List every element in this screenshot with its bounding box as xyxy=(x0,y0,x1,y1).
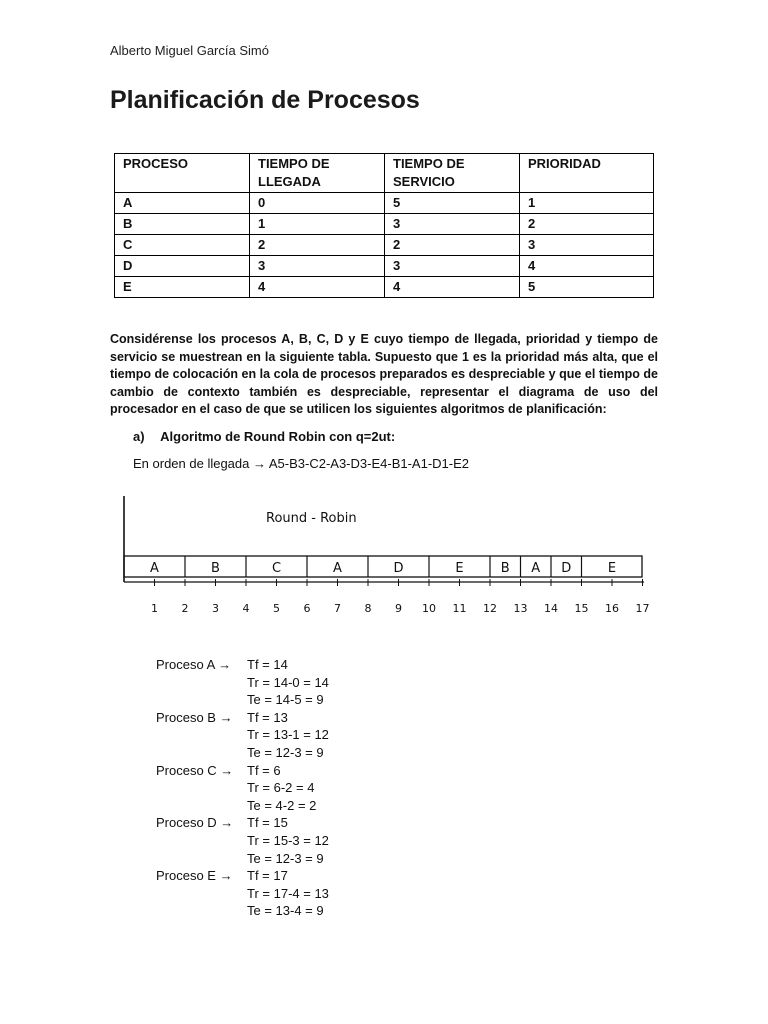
gantt-title: Round - Robin xyxy=(266,511,357,526)
table-cell: 1 xyxy=(520,193,654,214)
table-row xyxy=(115,214,654,235)
gantt-tick-label: 4 xyxy=(242,602,250,615)
result-value: Te = 13-4 = 9 xyxy=(247,903,324,919)
table-cell: 0 xyxy=(250,193,385,214)
result-line xyxy=(156,674,329,692)
result-value: Tf = 6 xyxy=(247,762,281,778)
gantt-tick-label: 11 xyxy=(452,602,467,615)
table-cell: E xyxy=(115,277,250,298)
result-spacer xyxy=(156,902,247,920)
gantt-segment-label: A xyxy=(531,561,541,576)
result-line xyxy=(156,762,329,780)
gantt-segment-label: D xyxy=(561,561,572,576)
result-value: Tf = 13 xyxy=(247,709,288,725)
arrival-order-line: En orden de llegada → A5-B3-C2-A3-D3-E4-B1-A1-D1-E2 xyxy=(133,456,470,471)
table-header-cell: TIEMPO DE LLEGADA xyxy=(250,154,385,193)
result-line xyxy=(156,709,329,727)
result-process-label: Proceso B → xyxy=(156,709,233,725)
result-line xyxy=(156,656,329,674)
gantt-segment-label: E xyxy=(455,561,464,576)
table-cell: 4 xyxy=(520,256,654,277)
gantt-segment-label: C xyxy=(271,561,282,576)
gantt-segment-label: A xyxy=(333,561,342,576)
result-line xyxy=(156,832,329,850)
table-cell: 3 xyxy=(385,256,520,277)
gantt-tick-label: 14 xyxy=(544,602,558,615)
gantt-tick-label: 13 xyxy=(513,602,528,615)
gantt-segment-label: B xyxy=(211,561,220,576)
result-process-label: Proceso E → xyxy=(156,868,233,884)
result-line xyxy=(156,726,329,744)
result-spacer xyxy=(156,885,247,903)
table-cell: C xyxy=(115,235,250,256)
page-title: Planificación de Procesos xyxy=(110,86,420,114)
table-row xyxy=(115,193,654,214)
gantt-labels xyxy=(150,561,616,576)
item-a-label: a) xyxy=(133,429,145,444)
result-value: Tf = 15 xyxy=(247,815,288,831)
result-spacer xyxy=(156,779,247,797)
result-line xyxy=(156,797,329,815)
process-table xyxy=(114,153,654,298)
author-name: Alberto Miguel García Simó xyxy=(110,43,269,58)
result-process-label: Proceso C → xyxy=(156,762,234,778)
gantt-segment-label: A xyxy=(150,561,159,576)
table-cell: A xyxy=(115,193,250,214)
table-cell: B xyxy=(115,214,250,235)
gantt-tick-label: 6 xyxy=(303,602,311,615)
result-value: Tr = 13-1 = 12 xyxy=(247,727,329,743)
result-value: Te = 14-5 = 9 xyxy=(247,692,324,708)
table-cell: 3 xyxy=(520,235,654,256)
result-line xyxy=(156,744,329,762)
gantt-tick-label: 12 xyxy=(483,602,497,615)
result-line xyxy=(156,885,329,903)
result-value: Tf = 17 xyxy=(247,868,288,884)
table-cell: 2 xyxy=(250,235,385,256)
table-cell: D xyxy=(115,256,250,277)
gantt-tick-label: 9 xyxy=(395,602,402,615)
gantt-tick-label: 10 xyxy=(422,602,436,615)
table-cell: 2 xyxy=(520,214,654,235)
result-value: Te = 12-3 = 9 xyxy=(247,744,324,760)
table-cell: 2 xyxy=(385,235,520,256)
gantt-tick-label: 8 xyxy=(364,602,372,615)
table-cell: 3 xyxy=(250,256,385,277)
result-value: Tr = 14-0 = 14 xyxy=(247,674,329,690)
table-header-row xyxy=(115,154,654,193)
table-header-cell: PROCESO xyxy=(115,154,250,193)
table-row xyxy=(115,235,654,256)
item-a-title: Algoritmo de Round Robin con q=2ut: xyxy=(160,429,396,444)
results-block xyxy=(156,656,329,920)
result-process-label: Proceso D → xyxy=(156,815,234,831)
gantt-tick-label: 15 xyxy=(574,602,589,615)
table-header-cell: PRIORIDAD xyxy=(520,154,654,193)
result-line xyxy=(156,902,329,920)
table-header-cell: TIEMPO DE SERVICIO xyxy=(385,154,520,193)
gantt-diagram xyxy=(104,488,664,624)
result-process-label: Proceso A → xyxy=(156,657,232,672)
table-row xyxy=(115,277,654,298)
gantt-segment-label: E xyxy=(607,561,617,576)
table-cell: 5 xyxy=(385,193,520,214)
table-cell: 1 xyxy=(250,214,385,235)
intro-paragraph: Considérense los procesos A, B, C, D y E cuyo tiempo de llegada, prioridad y tiempo de servicio se muestrean en la siguiente tabla. Supuesto que 1 es la prioridad más alta, que el tiempo de colocación en la cola de procesos preparados es despreciable y que el tiempo de cambio de contexto también es despreciable, representar el diagrama de uso del procesador en el caso de que se utilicen los siguientes algoritmos de planificación: xyxy=(110,332,658,417)
result-value: Tr = 6-2 = 4 xyxy=(247,780,315,796)
gantt-segment-label: B xyxy=(500,561,510,576)
result-line xyxy=(156,850,329,868)
gantt-tick-label: 2 xyxy=(181,602,189,615)
result-spacer xyxy=(156,726,247,744)
table-cell: 5 xyxy=(520,277,654,298)
gantt-dividers xyxy=(185,556,582,577)
result-value: Tr = 15-3 = 12 xyxy=(247,832,329,848)
gantt-tick-label: 7 xyxy=(334,602,341,615)
result-line xyxy=(156,779,329,797)
result-value: Te = 4-2 = 2 xyxy=(247,797,317,813)
result-value: Tr = 17-4 = 13 xyxy=(247,885,329,901)
gantt-tick-label: 17 xyxy=(635,602,650,615)
result-spacer xyxy=(156,832,247,850)
result-spacer xyxy=(156,797,247,815)
table-row xyxy=(115,256,654,277)
table-cell: 4 xyxy=(385,277,520,298)
result-spacer xyxy=(156,744,247,762)
gantt-tick-label: 1 xyxy=(151,602,158,615)
table-cell: 4 xyxy=(250,277,385,298)
result-spacer xyxy=(156,691,247,709)
result-spacer xyxy=(156,674,247,692)
gantt-ticks xyxy=(151,579,650,615)
gantt-segment-label: D xyxy=(393,561,404,576)
gantt-tick-label: 16 xyxy=(605,602,619,615)
table-cell: 3 xyxy=(385,214,520,235)
gantt-tick-label: 5 xyxy=(273,602,280,615)
gantt-tick-label: 3 xyxy=(212,602,219,615)
result-value: Tf = 14 xyxy=(247,657,288,672)
result-line xyxy=(156,691,329,709)
result-line xyxy=(156,867,329,885)
item-a-heading xyxy=(133,429,395,444)
result-value: Te = 12-3 = 9 xyxy=(247,850,324,866)
result-line xyxy=(156,814,329,832)
result-spacer xyxy=(156,850,247,868)
